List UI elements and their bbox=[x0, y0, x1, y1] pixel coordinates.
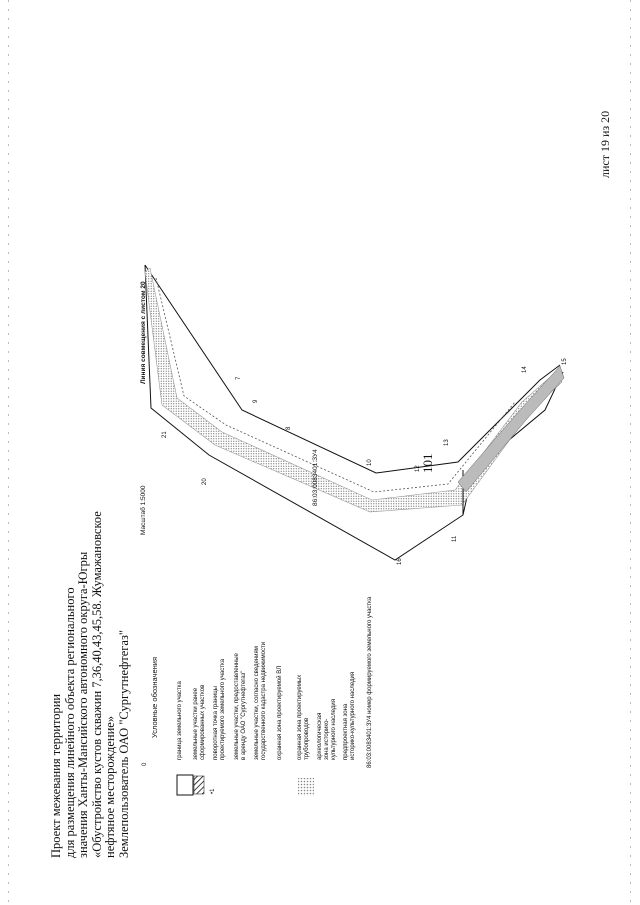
title-line-3: значения Ханты-Мансийского автономного округа-Югры bbox=[76, 551, 90, 858]
map-point-8: 8 bbox=[286, 426, 292, 430]
legend-item-8: археологическая зона историко- культурного наследия bbox=[317, 699, 337, 760]
map-point-13: 13 bbox=[444, 439, 450, 446]
legend-zero-marker: 0 bbox=[142, 762, 148, 766]
legend-point-marker: •1 bbox=[210, 788, 216, 794]
legend-item-7: охранная зона проектируемых трубопроводов bbox=[297, 674, 310, 760]
legend-item-6: охранная зона проектируемой ВЛ bbox=[277, 665, 283, 760]
dense-hatch-area bbox=[458, 366, 564, 492]
map-point-9: 9 bbox=[253, 399, 259, 403]
legend-item-1: граница земельного участка bbox=[177, 681, 183, 760]
legend-item-3: поворотная точка границы проектируемого земельного участка bbox=[213, 658, 226, 760]
legend-header: Условные обозначения bbox=[150, 656, 159, 738]
title-line-6: Землепользователь ОАО "Сургутнефтегаз" bbox=[116, 629, 131, 858]
legend-item-2: земельные участки ранее сформированных участков bbox=[193, 684, 206, 760]
legend-item-4: земельные участки, предоставленные в аренду ОАО "Сургутнефтегаз" bbox=[234, 653, 247, 760]
map-point-20: 20 bbox=[202, 478, 208, 485]
sheet-label: лист 19 из 20 bbox=[598, 110, 612, 178]
legend-footnote: 86:03:0083401:ЗУ4 номер формируемого земельного участка bbox=[367, 596, 373, 768]
outer-boundary-line bbox=[145, 265, 563, 560]
page-number: 101 bbox=[420, 453, 435, 473]
pipeline-axis bbox=[156, 278, 515, 492]
legend-item-9: предпроектная зона историко-культурного наследия bbox=[343, 671, 356, 760]
map-point-15: 15 bbox=[562, 358, 568, 365]
map-point-7: 7 bbox=[236, 376, 242, 380]
map-point-21: 21 bbox=[162, 431, 168, 438]
junction-label: Линия совмещения с листом 20 bbox=[140, 281, 147, 384]
title-line-5: нефтяное месторождение» bbox=[103, 715, 117, 858]
parcel-id-label: 86:03:0083401:ЗУ4 bbox=[312, 449, 319, 506]
map-point-10: 10 bbox=[367, 459, 373, 466]
map-point-11: 11 bbox=[452, 535, 458, 542]
title-line-4: «Обустройство кустов скважин 7,36,40,43,45,58. Жумажановское bbox=[89, 511, 104, 858]
map-point-14: 14 bbox=[522, 366, 528, 373]
map-scale-label: Масштаб 1:5000 bbox=[140, 485, 147, 535]
map-point-16: 16 bbox=[397, 558, 403, 565]
legend-item-5: земельные участки, согласно сведениям государственного кадастра недвижимости bbox=[254, 641, 267, 760]
title-line-2: для размещения линейного объекта регионального bbox=[62, 587, 77, 858]
title-line-1: Проект межевания территории bbox=[49, 693, 63, 858]
map-point-12: 12 bbox=[415, 465, 421, 472]
corridor-band bbox=[145, 268, 562, 512]
